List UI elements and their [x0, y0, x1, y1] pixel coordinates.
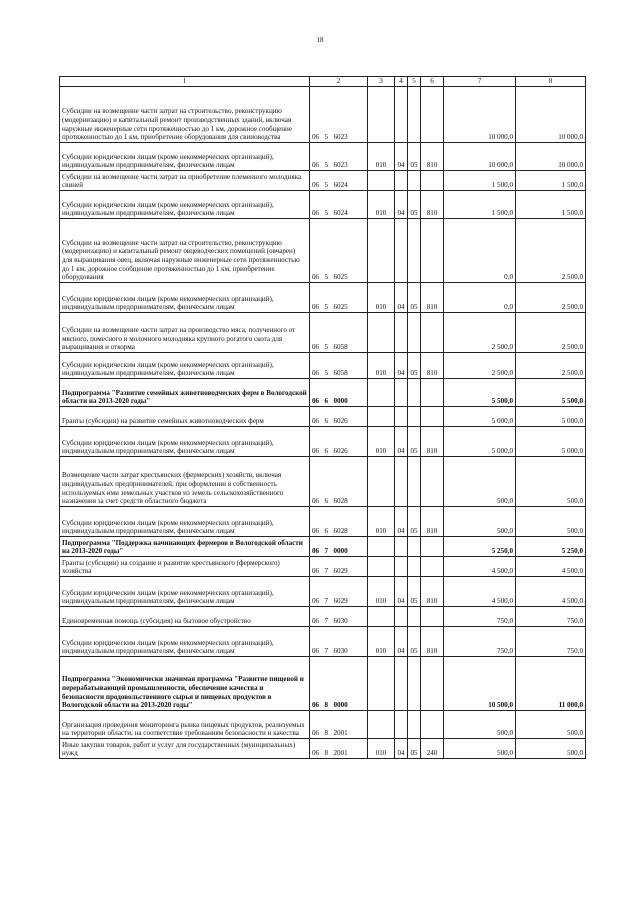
table-row	[60, 711, 586, 739]
table-row	[60, 219, 586, 283]
amount-col-7: 0,0	[444, 219, 516, 283]
amount-col-8: 5 250,0	[516, 537, 586, 557]
code-part-2: 8	[323, 711, 332, 739]
expense-type-code	[368, 657, 395, 711]
amount-col-7: 500,0	[444, 507, 516, 537]
subsection-code: 05	[408, 627, 421, 657]
expense-type-code	[368, 219, 395, 283]
expense-type-code	[368, 457, 395, 507]
amount-col-7: 0,0	[444, 283, 516, 313]
row-description: Субсидии на возмещение части затрат на строительство, реконструкцию (модернизацию) и капитальный ремонт овцеводческих помещений (овчарен) для выращивания овец, включая наружные инженерные сети протяженностью до 1 км, дорожное сообщение протяженностью до 1 км, приобретение оборудования	[60, 219, 310, 283]
code-part-1: 06	[310, 143, 323, 171]
code-part-2: 7	[323, 577, 332, 607]
amount-col-7: 2 500,0	[444, 313, 516, 353]
code-part-1: 06	[310, 379, 323, 407]
amount-col-8: 1 500,0	[516, 171, 586, 191]
row-description: Субсидии юридическим лицам (кроме некоммерческих организаций), индивидуальным предпринимателям, физическим лицам	[60, 627, 310, 657]
subsection-code	[408, 711, 421, 739]
code-part-1: 06	[310, 313, 323, 353]
code-part-3: 2001	[332, 711, 368, 739]
header-col-6: 6	[421, 77, 444, 87]
table-row	[60, 507, 586, 537]
expense-type-code: 010	[368, 353, 395, 379]
code-part-3: 2001	[332, 739, 368, 759]
section-code: 04	[395, 283, 408, 313]
kosgu-code	[421, 219, 444, 283]
code-part-2: 5	[323, 143, 332, 171]
subsection-code	[408, 171, 421, 191]
table-row	[60, 457, 586, 507]
kosgu-code	[421, 711, 444, 739]
row-description: Подпрограмма "Поддержка начинающих фермеров в Вологодской области на 2013-2020 годы"	[60, 537, 310, 557]
code-part-1: 06	[310, 191, 323, 219]
code-part-2: 6	[323, 427, 332, 457]
code-part-2: 5	[323, 191, 332, 219]
code-part-3: 6058	[332, 313, 368, 353]
expense-type-code	[368, 379, 395, 407]
section-code: 04	[395, 507, 408, 537]
section-code	[395, 457, 408, 507]
table-row	[60, 407, 586, 427]
section-code: 04	[395, 427, 408, 457]
row-description: Субсидии на возмещение части затрат на строительство, реконструкцию (модернизацию) и капитальный ремонт производственных зданий, включая наружные инженерные сети протяженностью до 1 км, дорожное сообщение протяженностью до 1 км, приобретение оборудования для свиноводства	[60, 87, 310, 143]
kosgu-code: 810	[421, 191, 444, 219]
header-col-8: 8	[516, 77, 586, 87]
code-part-2: 5	[323, 219, 332, 283]
section-code	[395, 407, 408, 427]
amount-col-8: 10 000,0	[516, 87, 586, 143]
section-code	[395, 87, 408, 143]
budget-table	[59, 76, 586, 759]
code-part-3: 6028	[332, 507, 368, 537]
amount-col-7: 750,0	[444, 607, 516, 627]
amount-col-8: 500,0	[516, 711, 586, 739]
amount-col-8: 750,0	[516, 607, 586, 627]
expense-type-code	[368, 171, 395, 191]
section-code: 04	[395, 739, 408, 759]
table-row	[60, 87, 586, 143]
table-row	[60, 283, 586, 313]
row-description: Субсидии юридическим лицам (кроме некоммерческих организаций), индивидуальным предпринимателям, физическим лицам	[60, 143, 310, 171]
subsection-code	[408, 457, 421, 507]
header-col-7: 7	[444, 77, 516, 87]
table-row	[60, 537, 586, 557]
expense-type-code	[368, 87, 395, 143]
code-part-2: 5	[323, 87, 332, 143]
amount-col-8: 2 500,0	[516, 219, 586, 283]
kosgu-code: 810	[421, 283, 444, 313]
section-code	[395, 379, 408, 407]
section-code: 04	[395, 627, 408, 657]
header-col-2: 2	[310, 77, 368, 87]
table-header-row	[60, 77, 586, 87]
row-description: Единовременная помощь (субсидия) на бытовое обустройство	[60, 607, 310, 627]
subsection-code	[408, 557, 421, 577]
amount-col-8: 5 000,0	[516, 427, 586, 457]
row-description: Гранты (субсидии) на создание и развитие крестьянского (фермерского) хозяйства	[60, 557, 310, 577]
code-part-1: 06	[310, 739, 323, 759]
header-col-5: 5	[408, 77, 421, 87]
expense-type-code: 010	[368, 427, 395, 457]
kosgu-code: 810	[421, 627, 444, 657]
amount-col-7: 10 500,0	[444, 657, 516, 711]
code-part-1: 06	[310, 457, 323, 507]
code-part-1: 06	[310, 607, 323, 627]
table-row	[60, 627, 586, 657]
row-description: Субсидии юридическим лицам (кроме некоммерческих организаций), индивидуальным предпринимателям, физическим лицам	[60, 507, 310, 537]
amount-col-7: 500,0	[444, 711, 516, 739]
code-part-3: 6023	[332, 87, 368, 143]
kosgu-code	[421, 171, 444, 191]
amount-col-8: 10 000,0	[516, 143, 586, 171]
kosgu-code	[421, 313, 444, 353]
section-code	[395, 537, 408, 557]
expense-type-code	[368, 537, 395, 557]
code-part-1: 06	[310, 171, 323, 191]
code-part-3: 6025	[332, 219, 368, 283]
code-part-1: 06	[310, 657, 323, 711]
code-part-1: 06	[310, 219, 323, 283]
row-description: Подпрограмма "Развитие семейных животноводческих ферм в Вологодской области на 2013-2020 годы"	[60, 379, 310, 407]
subsection-code: 05	[408, 191, 421, 219]
subsection-code: 05	[408, 283, 421, 313]
amount-col-7: 10 000,0	[444, 87, 516, 143]
table-row	[60, 379, 586, 407]
code-part-3: 6026	[332, 407, 368, 427]
amount-col-8: 2 500,0	[516, 283, 586, 313]
amount-col-8: 2 500,0	[516, 353, 586, 379]
amount-col-7: 5 000,0	[444, 407, 516, 427]
row-description: Субсидии юридическим лицам (кроме некоммерческих организаций), индивидуальным предпринимателям, физическим лицам	[60, 577, 310, 607]
amount-col-7: 1 500,0	[444, 191, 516, 219]
kosgu-code: 810	[421, 427, 444, 457]
amount-col-7: 2 500,0	[444, 353, 516, 379]
code-part-2: 5	[323, 353, 332, 379]
amount-col-7: 5 250,0	[444, 537, 516, 557]
section-code	[395, 607, 408, 627]
code-part-2: 5	[323, 283, 332, 313]
code-part-2: 5	[323, 171, 332, 191]
section-code: 04	[395, 191, 408, 219]
code-part-1: 06	[310, 353, 323, 379]
section-code	[395, 711, 408, 739]
code-part-2: 6	[323, 507, 332, 537]
amount-col-7: 4 500,0	[444, 577, 516, 607]
amount-col-7: 10 000,0	[444, 143, 516, 171]
table-row	[60, 143, 586, 171]
subsection-code: 05	[408, 577, 421, 607]
expense-type-code	[368, 711, 395, 739]
amount-col-7: 5 500,0	[444, 379, 516, 407]
table-row	[60, 313, 586, 353]
subsection-code	[408, 219, 421, 283]
amount-col-7: 4 500,0	[444, 557, 516, 577]
table-row	[60, 657, 586, 711]
code-part-1: 06	[310, 711, 323, 739]
code-part-2: 6	[323, 407, 332, 427]
row-description: Субсидии юридическим лицам (кроме некоммерческих организаций), индивидуальным предпринимателям, физическим лицам	[60, 283, 310, 313]
code-part-3: 6030	[332, 607, 368, 627]
kosgu-code	[421, 537, 444, 557]
expense-type-code: 010	[368, 283, 395, 313]
code-part-1: 06	[310, 427, 323, 457]
section-code	[395, 557, 408, 577]
expense-type-code: 010	[368, 577, 395, 607]
header-col-1: 1	[60, 77, 310, 87]
section-code	[395, 219, 408, 283]
subsection-code: 05	[408, 739, 421, 759]
amount-col-7: 5 000,0	[444, 427, 516, 457]
row-description: Субсидии юридическим лицам (кроме некоммерческих организаций), индивидуальным предпринимателям, физическим лицам	[60, 427, 310, 457]
code-part-1: 06	[310, 87, 323, 143]
subsection-code	[408, 407, 421, 427]
kosgu-code: 240	[421, 739, 444, 759]
amount-col-8: 4 500,0	[516, 577, 586, 607]
code-part-2: 6	[323, 379, 332, 407]
code-part-3: 0000	[332, 657, 368, 711]
amount-col-8: 500,0	[516, 739, 586, 759]
amount-col-8: 5 000,0	[516, 407, 586, 427]
subsection-code	[408, 379, 421, 407]
code-part-2: 8	[323, 739, 332, 759]
amount-col-8: 500,0	[516, 457, 586, 507]
code-part-1: 06	[310, 507, 323, 537]
table-row	[60, 427, 586, 457]
code-part-3: 6026	[332, 427, 368, 457]
code-part-1: 06	[310, 627, 323, 657]
table-row	[60, 171, 586, 191]
table-row	[60, 191, 586, 219]
row-description: Гранты (субсидии) на развитие семейных животноводческих ферм	[60, 407, 310, 427]
section-code	[395, 657, 408, 711]
code-part-2: 6	[323, 457, 332, 507]
amount-col-7: 500,0	[444, 457, 516, 507]
row-description: Субсидии юридическим лицам (кроме некоммерческих организаций), индивидуальным предпринимателям, физическим лицам	[60, 191, 310, 219]
expense-type-code: 010	[368, 507, 395, 537]
code-part-1: 06	[310, 537, 323, 557]
code-part-3: 6024	[332, 171, 368, 191]
amount-col-8: 750,0	[516, 627, 586, 657]
amount-col-8: 4 500,0	[516, 557, 586, 577]
subsection-code	[408, 657, 421, 711]
code-part-1: 06	[310, 577, 323, 607]
code-part-2: 5	[323, 313, 332, 353]
code-part-3: 6058	[332, 353, 368, 379]
code-part-3: 6029	[332, 557, 368, 577]
subsection-code	[408, 537, 421, 557]
expense-type-code	[368, 557, 395, 577]
subsection-code	[408, 87, 421, 143]
kosgu-code: 810	[421, 353, 444, 379]
code-part-1: 06	[310, 407, 323, 427]
amount-col-7: 750,0	[444, 627, 516, 657]
kosgu-code	[421, 607, 444, 627]
section-code	[395, 313, 408, 353]
section-code: 04	[395, 577, 408, 607]
kosgu-code	[421, 407, 444, 427]
subsection-code	[408, 313, 421, 353]
row-description: Организация проведения мониторинга рынка пищевых продуктов, реализуемых на территории области, на соответствие требованиям безопасности и качества	[60, 711, 310, 739]
amount-col-8: 2 500,0	[516, 313, 586, 353]
subsection-code: 05	[408, 427, 421, 457]
code-part-3: 0000	[332, 537, 368, 557]
amount-col-8: 1 500,0	[516, 191, 586, 219]
row-description: Возмещение части затрат крестьянских (фермерских) хозяйств, включая индивидуальных предпринимателей, при оформлении в собственность используемых ими земельных участков из земель сельскохозяйственного назначения за счет средств областного бюджета	[60, 457, 310, 507]
page-number: 18	[316, 36, 324, 44]
row-description: Субсидии на возмещение части затрат на производство мяса, полученного от мясного, помесного и молочного молодняка крупного рогатого скота для выращивания и откорма	[60, 313, 310, 353]
expense-type-code: 010	[368, 627, 395, 657]
code-part-3: 6024	[332, 191, 368, 219]
section-code	[395, 171, 408, 191]
table-row	[60, 353, 586, 379]
row-description: Подпрограмма "Экономически значимая программа "Развитие пищевой и перерабатывающей промышленности, обеспечение качества и безопасности продовольственного сырья и пищевых продуктов в Вологодской области на 2013-2020 годы"	[60, 657, 310, 711]
code-part-2: 7	[323, 627, 332, 657]
section-code: 04	[395, 143, 408, 171]
code-part-3: 0000	[332, 379, 368, 407]
code-part-3: 6025	[332, 283, 368, 313]
code-part-1: 06	[310, 557, 323, 577]
code-part-2: 8	[323, 657, 332, 711]
expense-type-code: 010	[368, 739, 395, 759]
table-row	[60, 557, 586, 577]
row-description: Иные закупки товаров, работ и услуг для государственных (муниципальных) нужд	[60, 739, 310, 759]
kosgu-code: 810	[421, 143, 444, 171]
expense-type-code	[368, 607, 395, 627]
subsection-code: 05	[408, 353, 421, 379]
expense-type-code: 010	[368, 191, 395, 219]
kosgu-code	[421, 557, 444, 577]
section-code: 04	[395, 353, 408, 379]
code-part-2: 7	[323, 537, 332, 557]
row-description: Субсидии на возмещение части затрат на приобретение племенного молодняка свиней	[60, 171, 310, 191]
row-description: Субсидии юридическим лицам (кроме некоммерческих организаций), индивидуальным предпринимателям, физическим лицам	[60, 353, 310, 379]
header-col-3: 3	[368, 77, 395, 87]
table-row	[60, 739, 586, 759]
kosgu-code	[421, 457, 444, 507]
table-row	[60, 607, 586, 627]
code-part-3: 6028	[332, 457, 368, 507]
subsection-code: 05	[408, 143, 421, 171]
code-part-3: 6030	[332, 627, 368, 657]
header-col-4: 4	[395, 77, 408, 87]
kosgu-code	[421, 657, 444, 711]
expense-type-code	[368, 407, 395, 427]
expense-type-code	[368, 313, 395, 353]
kosgu-code: 810	[421, 507, 444, 537]
table-row	[60, 577, 586, 607]
code-part-2: 7	[323, 557, 332, 577]
subsection-code	[408, 607, 421, 627]
code-part-3: 6023	[332, 143, 368, 171]
amount-col-7: 1 500,0	[444, 171, 516, 191]
amount-col-8: 500,0	[516, 507, 586, 537]
code-part-3: 6029	[332, 577, 368, 607]
code-part-1: 06	[310, 283, 323, 313]
amount-col-8: 11 000,0	[516, 657, 586, 711]
kosgu-code: 810	[421, 577, 444, 607]
subsection-code: 05	[408, 507, 421, 537]
expense-type-code: 010	[368, 143, 395, 171]
kosgu-code	[421, 87, 444, 143]
code-part-2: 7	[323, 607, 332, 627]
kosgu-code	[421, 379, 444, 407]
amount-col-8: 5 500,0	[516, 379, 586, 407]
amount-col-7: 500,0	[444, 739, 516, 759]
